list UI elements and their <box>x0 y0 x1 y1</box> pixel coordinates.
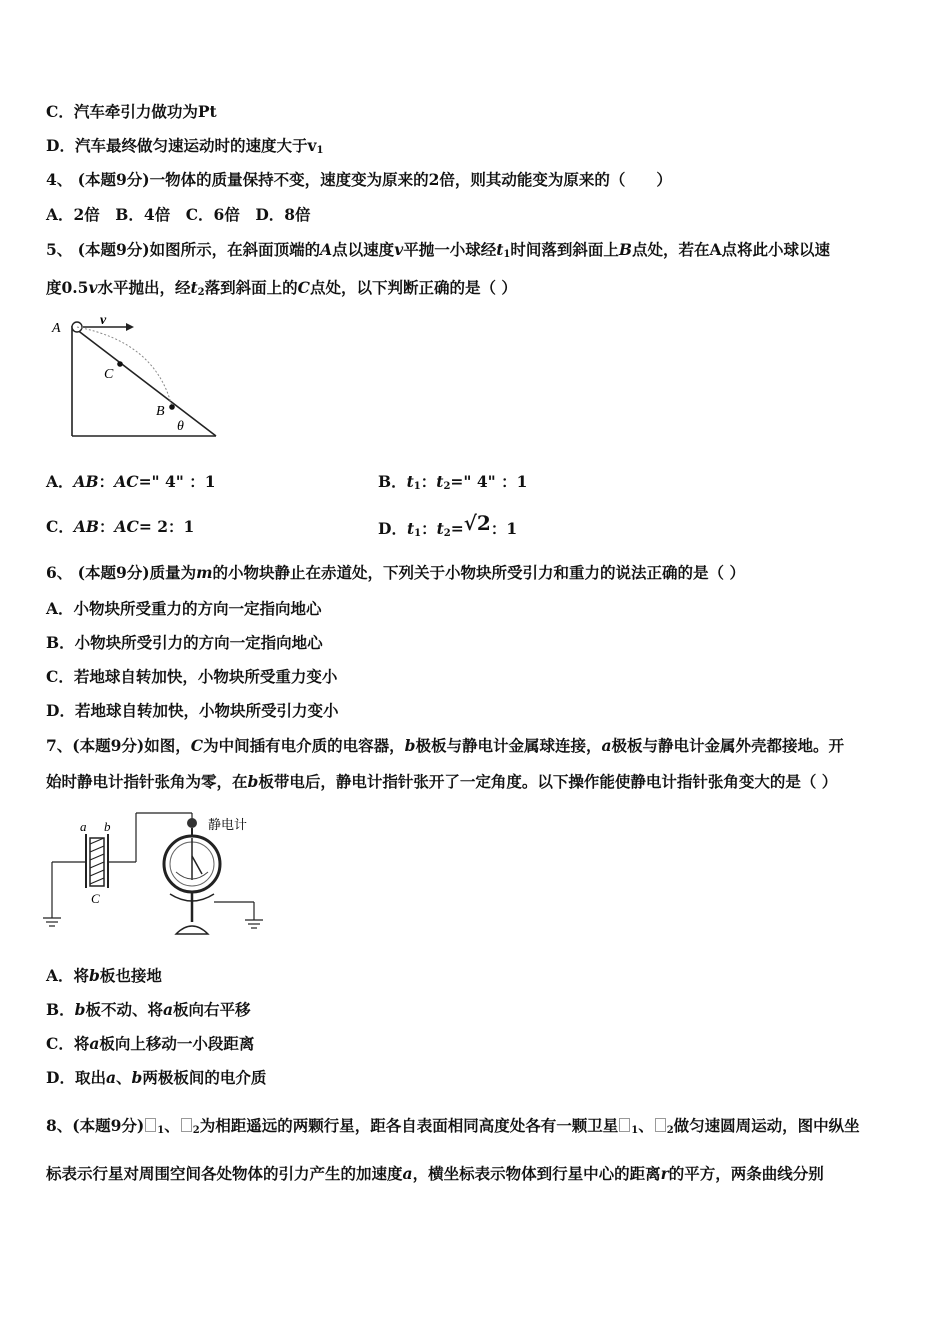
q7-stem-line2: 始时静电计指针张角为零，在b板带电后，静电计指针张开了一定角度。以下操作能使静电计指针张角变大的是（ ） <box>46 772 838 791</box>
q5-option-a: A．AB：AC=" 4" ：1 <box>46 472 216 491</box>
q6-option-c: C．若地球自转加快，小物块所受重力变小 <box>46 667 338 686</box>
q8-stem-line2: 标表示行星对周围空间各处物体的引力产生的加速度a，横坐标表示物体到行星中心的距离r的平方，两条曲线分别 <box>46 1164 824 1183</box>
q6-option-b: B．小物块所受引力的方向一定指向地心 <box>46 633 323 652</box>
q6-stem: 6、 (本题9分)质量为m的小物块静止在赤道处，下列关于小物块所受引力和重力的说法正确的是（ ） <box>46 563 745 582</box>
arrow-icon <box>126 323 134 331</box>
q7-electrometer-figure <box>40 808 275 940</box>
q3-option-d <box>46 136 323 161</box>
q5-option-c: C．AB：AC= 2：1 <box>46 517 195 536</box>
fig-label-meter: 静电计 <box>208 817 248 832</box>
fig-label-b: b <box>104 819 111 834</box>
missing-glyph-icon <box>181 1118 192 1132</box>
q5-stem-line2: 度0.5v水平抛出，经$t_2$落到斜面上的C点处，以下判断正确的是（ ） <box>46 278 517 298</box>
fig-label-b: B <box>156 404 165 419</box>
fig-label-c: C <box>91 891 100 906</box>
missing-glyph-icon <box>619 1118 630 1132</box>
fig-label-c: C <box>104 367 114 382</box>
q5-incline-figure <box>46 312 226 442</box>
q3-option-d-text: D．汽车最终做匀速运动时的速度大于v <box>46 136 317 155</box>
q7-stem-line1: 7、(本题9分)如图，C为中间插有电介质的电容器，b极板与静电计金属球连接，a极板与静电计金属外壳都接地。开 <box>46 736 845 755</box>
q7-option-c: C．将a板向上移动一小段距离 <box>46 1034 255 1053</box>
q4-stem: 4、 (本题9分)一物体的质量保持不变，速度变为原来的2倍，则其动能变为原来的（ ） <box>46 170 672 189</box>
fig-label-theta: θ <box>177 419 184 434</box>
q7-option-a: A．将b板也接地 <box>46 966 162 985</box>
q5-option-b: B．$t_1$：$t_2=$" 4" ：1 <box>378 472 528 492</box>
q3-option-d-sub: 1 <box>316 145 324 156</box>
q6-option-d: D．若地球自转加快，小物块所受引力变小 <box>46 701 339 720</box>
fig-label-a: a <box>80 819 87 834</box>
fig-label-a: A <box>52 321 61 336</box>
meter-ball-icon <box>187 818 197 828</box>
q7-option-d: D．取出a、b两极板间的电介质 <box>46 1068 267 1087</box>
q5-option-d: D．$t_1$：$t_2=√2$：1 <box>378 511 518 539</box>
q3-option-c: C．汽车牵引力做功为Pt <box>46 102 217 121</box>
q5-stem-line1: 5、 (本题9分)如图所示，在斜面顶端的A点以速度v平抛一小球经$t_1$时间落到斜面上B点处，若在A点将此小球以速 <box>46 240 831 260</box>
missing-glyph-icon <box>655 1118 666 1132</box>
q7-option-b: B．b板不动、将a板向右平移 <box>46 1000 251 1019</box>
fig-label-v: v <box>100 313 107 328</box>
missing-glyph-icon <box>145 1118 156 1132</box>
sqrt-two: √2 <box>463 511 491 535</box>
q8-stem-line1: 8、(本题9分) $_1$、 $_2$为相距遥远的两颗行星，距各自表面相同高度处各有一颗卫星 $_1$、 $_2$做匀速圆周运动，图中纵坐 <box>46 1116 860 1136</box>
q6-option-a: A．小物块所受重力的方向一定指向地心 <box>46 599 322 618</box>
q4-options: A．2倍 B．4倍 C．6倍 D．8倍 <box>46 205 311 224</box>
